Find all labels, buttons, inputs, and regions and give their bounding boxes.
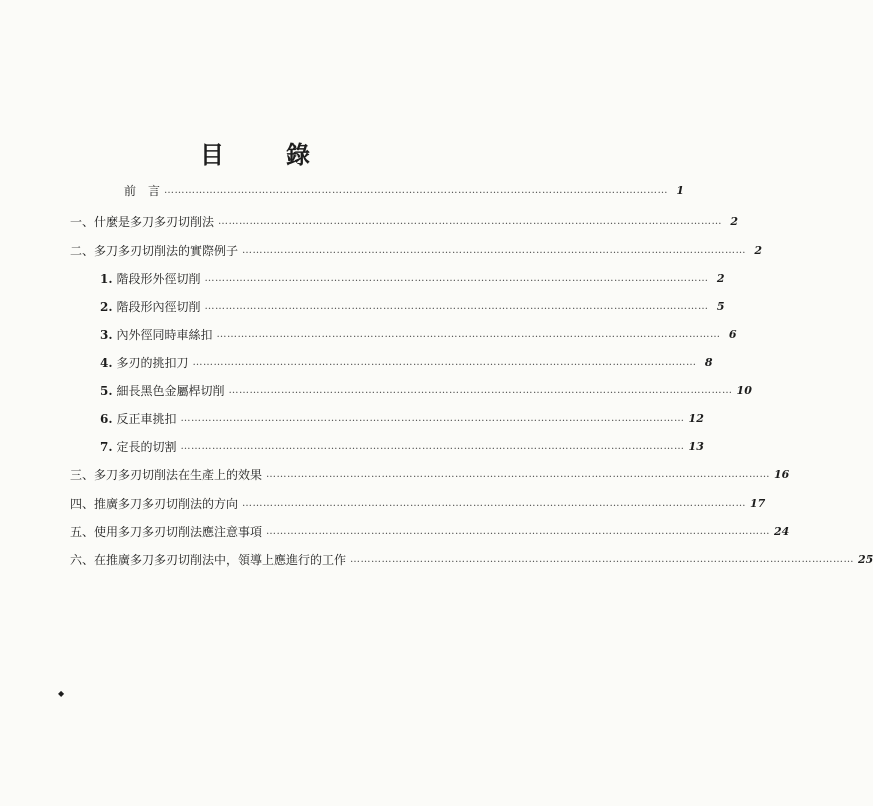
toc-page-number: 6 [728, 328, 737, 341]
toc-entry-section-5[interactable] [70, 523, 790, 541]
toc-leader: ……………………………………………………………………………………………………………………………… [180, 413, 685, 424]
toc-entry-label: 3. 內外徑同時車絲扣 [100, 328, 213, 342]
toc-page-number: 25 [858, 553, 873, 566]
title-char-2: 錄 [286, 140, 310, 169]
toc-entry-section-2[interactable] [70, 242, 763, 260]
toc-entry-label: 5. 細長黑色金屬桿切削 [100, 384, 225, 398]
toc-entry-label: 四、推廣多刀多刃切削法的方向 [70, 497, 239, 511]
diamond-bullet-icon: ◆ [58, 689, 65, 698]
toc-entry-2-1[interactable] [100, 270, 725, 288]
toc-page-number: 2 [716, 272, 725, 285]
toc-page-number: 17 [750, 497, 766, 510]
toc-entry-label: 前 言 [124, 184, 161, 198]
toc-entry-section-1[interactable] [70, 213, 739, 231]
toc-entry-preface[interactable] [120, 182, 685, 200]
toc-leader: ……………………………………………………………………………………………………………………………… [180, 441, 685, 452]
toc-leader: ……………………………………………………………………………………………………………………………… [350, 554, 855, 565]
toc-page-number: 10 [736, 384, 752, 397]
toc-entry-label: 4. 多刃的挑扣刀 [100, 356, 189, 370]
toc-page-number: 1 [676, 184, 685, 197]
toc-page-number: 8 [704, 356, 713, 369]
toc-leader: ……………………………………………………………………………………………………………………………… [266, 469, 771, 480]
toc-entry-section-3[interactable] [70, 466, 790, 484]
toc-entry-2-5[interactable] [100, 382, 752, 400]
toc-entry-2-6[interactable] [100, 410, 704, 428]
title-char-1: 目 [200, 140, 224, 169]
toc-page-number: 5 [716, 300, 725, 313]
toc-page-number: 16 [774, 468, 790, 481]
toc-leader: ……………………………………………………………………………………………………………………………… [204, 273, 709, 284]
toc-leader: ……………………………………………………………………………………………………………………………… [266, 526, 771, 537]
toc-page-number: 12 [688, 412, 704, 425]
toc-leader: ……………………………………………………………………………………………………………………………… [228, 385, 733, 396]
toc-entry-label: 一、什麼是多刀多刃切削法 [70, 215, 215, 229]
toc-entry-label: 1. 階段形外徑切削 [100, 272, 201, 286]
toc-entry-section-4[interactable] [70, 495, 766, 513]
toc-entry-section-6[interactable] [70, 551, 873, 569]
toc-leader: ……………………………………………………………………………………………………………………………… [218, 216, 723, 227]
toc-entry-label: 2. 階段形內徑切削 [100, 300, 201, 314]
toc-entry-label: 二、多刀多刃切削法的實際例子 [70, 244, 239, 258]
toc-entry-2-7[interactable] [100, 438, 704, 456]
toc-leader: ……………………………………………………………………………………………………………………………… [204, 301, 709, 312]
page-title [0, 140, 506, 170]
toc-leader: ……………………………………………………………………………………………………………………………… [216, 329, 721, 340]
toc-leader: ……………………………………………………………………………………………………………………………… [192, 357, 697, 368]
toc-page-number: 2 [754, 244, 763, 257]
toc-entry-label: 三、多刀多刃切削法在生產上的效果 [70, 468, 263, 482]
toc-entry-label: 五、使用多刀多刃切削法應注意事項 [70, 525, 263, 539]
toc-entry-2-3[interactable] [100, 326, 737, 344]
toc-leader: ……………………………………………………………………………………………………………………………… [242, 245, 747, 256]
toc-entry-2-4[interactable] [100, 354, 713, 372]
toc-page-number: 2 [730, 215, 739, 228]
toc-page-number: 13 [688, 440, 704, 453]
toc-entry-label: 6. 反正車挑扣 [100, 412, 177, 426]
toc-entry-label: 六、在推廣多刀多刃切削法中，領導上應進行的工作 [70, 553, 347, 567]
toc-leader: ……………………………………………………………………………………………………………………………… [242, 498, 747, 509]
toc-leader: ……………………………………………………………………………………………………………………………… [164, 185, 669, 196]
toc-page-number: 24 [774, 525, 790, 538]
toc-entry-label: 7. 定長的切割 [100, 440, 177, 454]
toc-entry-2-2[interactable] [100, 298, 725, 316]
